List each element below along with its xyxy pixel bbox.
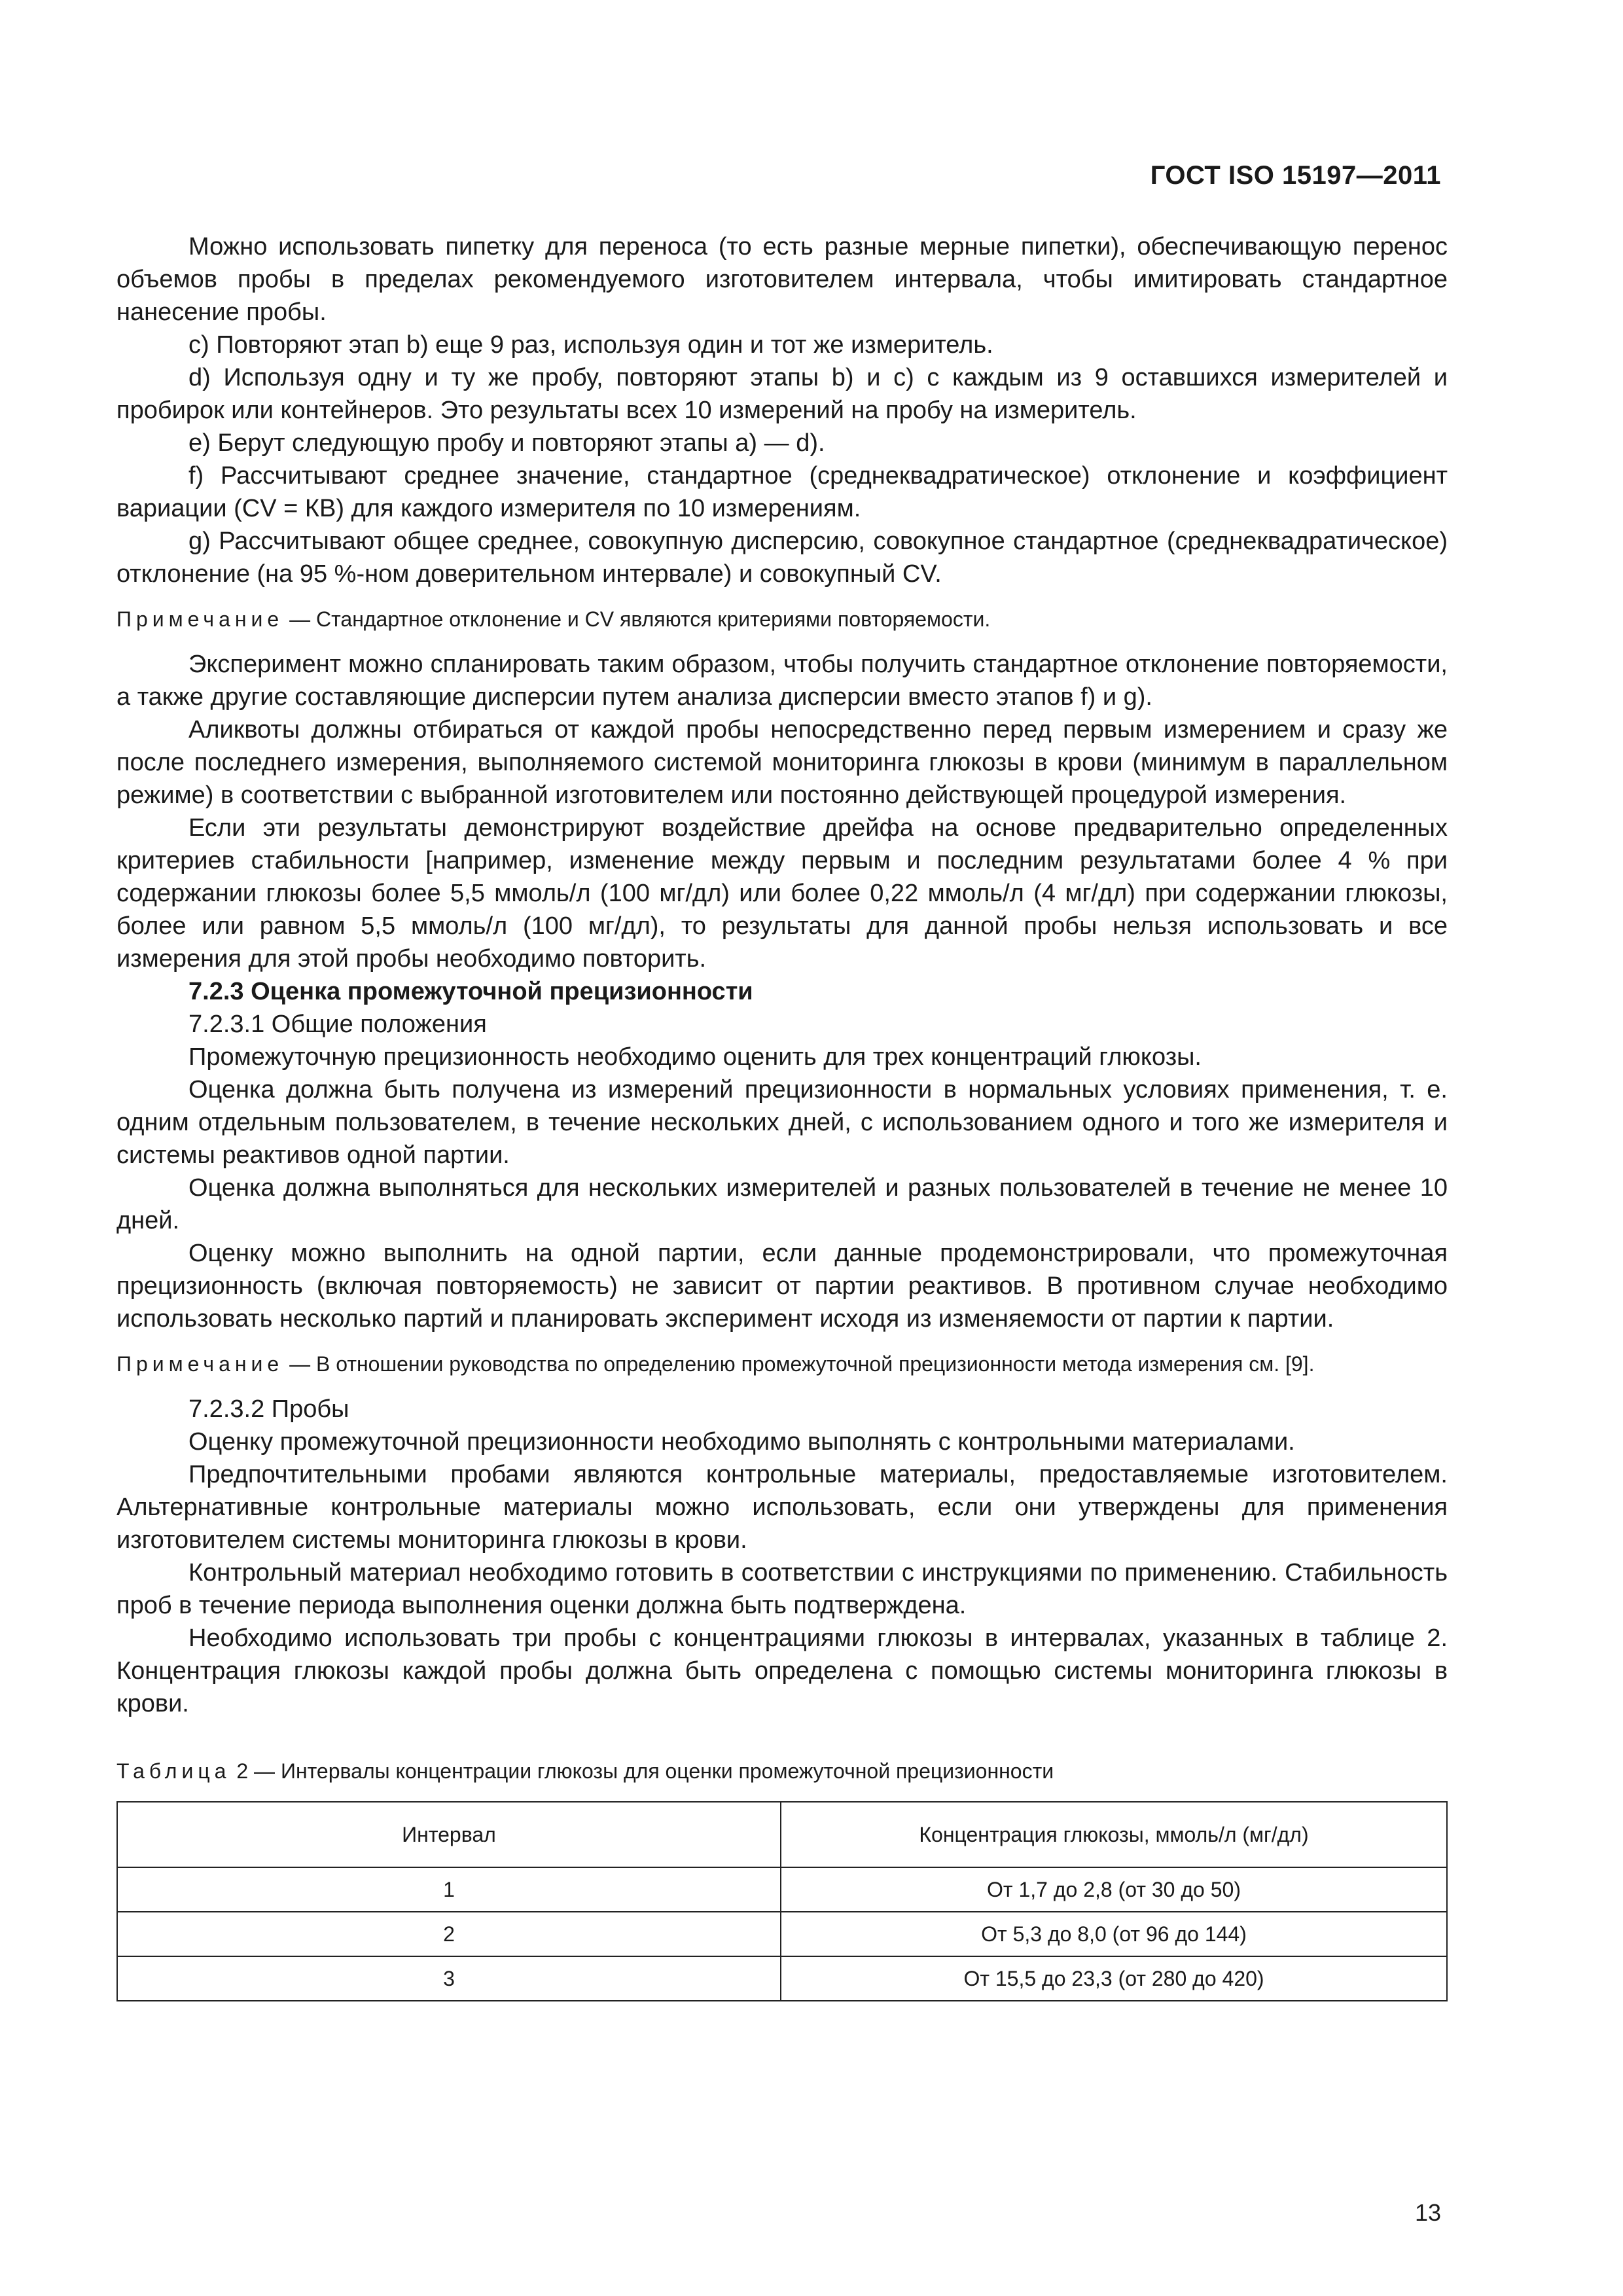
table-header-row bbox=[117, 1802, 1447, 1867]
interval-cell: 2 bbox=[117, 1912, 781, 1956]
concentration-cell: От 5,3 до 8,0 (от 96 до 144) bbox=[781, 1912, 1447, 1956]
glucose-interval-table bbox=[116, 1801, 1448, 2001]
paragraph-normal-conditions: Оценка должна быть получена из измерений прецизионности в нормальных условиях применения, т. е. одним отдельным пользователем, в течение нескольких дней, с использованием одного и того же измерителя и системы реактивов одной партии. bbox=[116, 1076, 1448, 1169]
subsection-7-2-3-2: 7.2.3.2 Пробы bbox=[188, 1395, 349, 1423]
paragraph-drift: Если эти результаты демонстрируют воздействие дрейфа на основе предварительно определенных критериев стабильности [например, изменение между первым и последним результатами более 4 % при содержании глюкозы более 5,5 ммоль/л (100 мг/дл) или более 0,22 ммоль/л (4 мг/дл) при содержании глюкозы, более или равном 5,5 ммоль/л (100 мг/дл), то результаты для данной пробы нельзя использовать и все измерения для этой пробы необходимо повторить. bbox=[116, 814, 1448, 973]
note-guidance bbox=[116, 1350, 1448, 1378]
paragraph-several-meters: Оценка должна выполняться для нескольких измерителей и разных пользователей в течение не менее 10 дней. bbox=[116, 1174, 1448, 1234]
table-row bbox=[117, 1867, 1447, 1912]
section-heading-7-2-3: 7.2.3 Оценка промежуточной прецизионности bbox=[188, 978, 753, 1005]
paragraph-preparation: Контрольный материал необходимо готовить в соответствии с инструкциями по применению. Стабильность проб в течение периода выполнения оценки должна быть подтверждена. bbox=[116, 1559, 1448, 1619]
paragraph-three-samples: Необходимо использовать три пробы с концентрациями глюкозы в интервалах, указанных в таблице 2. Концентрация глюкозы каждой пробы должна быть определена с помощью системы мониторинга глюкозы в крови. bbox=[116, 1624, 1448, 1717]
paragraph-one-lot: Оценку можно выполнить на одной партии, если данные продемонстрировали, что промежуточная прецизионность (включая повторяемость) не зависит от партии реактивов. В противном случае необходимо использовать несколько партий и планировать эксперимент исходя из изменяемости от партии к партии. bbox=[116, 1240, 1448, 1333]
column-header-concentration: Концентрация глюкозы, ммоль/л (мг/дл) bbox=[781, 1802, 1447, 1867]
note-text: — В отношении руководства по определению промежуточной прецизионности метода измерения см. [9]. bbox=[283, 1352, 1315, 1376]
paragraph-three-concentrations: Промежуточную прецизионность необходимо оценить для трех концентраций глюкозы. bbox=[188, 1043, 1202, 1071]
interval-cell: 3 bbox=[117, 1956, 781, 2001]
interval-cell: 1 bbox=[117, 1867, 781, 1912]
table-caption-text: 2 — Интервалы концентрации глюкозы для оценки промежуточной прецизионности bbox=[230, 1759, 1054, 1783]
step-d: d) Используя одну и ту же пробу, повторяют этапы b) и с) с каждым из 9 оставшихся измерителей и пробирок или контейнеров. Это результаты всех 10 измерений на пробу на измеритель. bbox=[116, 364, 1448, 424]
paragraph-preferred-samples: Предпочтительными пробами являются контрольные материалы, предоставляемые изготовителем. Альтернативные контрольные материалы можно использовать, если они утверждены для применения изготовителем системы мониторинга глюкозы в крови. bbox=[116, 1461, 1448, 1554]
table-row bbox=[117, 1912, 1447, 1956]
note-repeatability bbox=[116, 605, 1448, 634]
paragraph-aliquots: Аликвоты должны отбираться от каждой пробы непосредственно перед первым измерением и сразу же после последнего измерения, выполняемого системой мониторинга глюкозы в крови (минимум в параллельном режиме) в соответствии с выбранной изготовителем или постоянно действующей процедурой измерения. bbox=[116, 716, 1448, 809]
table-caption bbox=[116, 1757, 1448, 1785]
step-c: с) Повторяют этап b) еще 9 раз, используя один и тот же измеритель. bbox=[188, 331, 993, 359]
document-id-header: ГОСТ ISO 15197—2011 bbox=[1150, 161, 1441, 190]
table-caption-label: Таблица bbox=[116, 1759, 231, 1783]
paragraph-pipette: Можно использовать пипетку для переноса (то есть разные мерные пипетки), обеспечивающую перенос объемов пробы в пределах рекомендуемого изготовителем интервала, чтобы имитировать стандартное нанесение пробы. bbox=[116, 233, 1448, 326]
column-header-interval: Интервал bbox=[117, 1802, 781, 1867]
step-g: g) Рассчитывают общее среднее, совокупную дисперсию, совокупное стандартное (среднеквадратическое) отклонение (на 95 %-ном доверительном интервале) и совокупный CV. bbox=[116, 528, 1448, 588]
page-body bbox=[116, 230, 1448, 2001]
step-e: е) Берут следующую пробу и повторяют этапы a) — d). bbox=[188, 429, 825, 457]
step-f: f) Рассчитывают среднее значение, стандартное (среднеквадратическое) отклонение и коэффициент вариации (CV = КВ) для каждого измерителя по 10 измерениям. bbox=[116, 462, 1448, 522]
table-row bbox=[117, 1956, 1447, 2001]
note-label: Примечание bbox=[116, 1352, 284, 1376]
note-text: — Стандартное отклонение и CV являются критериями повторяемости. bbox=[283, 607, 991, 631]
concentration-cell: От 1,7 до 2,8 (от 30 до 50) bbox=[781, 1867, 1447, 1912]
note-label: Примечание bbox=[116, 607, 284, 631]
paragraph-control-materials: Оценку промежуточной прецизионности необходимо выполнять с контрольными материалами. bbox=[188, 1428, 1295, 1456]
paragraph-experiment: Эксперимент можно спланировать таким образом, чтобы получить стандартное отклонение повторяемости, а также другие составляющие дисперсии путем анализа дисперсии вместо этапов f) и g). bbox=[116, 651, 1448, 711]
subsection-7-2-3-1: 7.2.3.1 Общие положения bbox=[188, 1011, 487, 1038]
concentration-cell: От 15,5 до 23,3 (от 280 до 420) bbox=[781, 1956, 1447, 2001]
page-number: 13 bbox=[1414, 2199, 1441, 2226]
